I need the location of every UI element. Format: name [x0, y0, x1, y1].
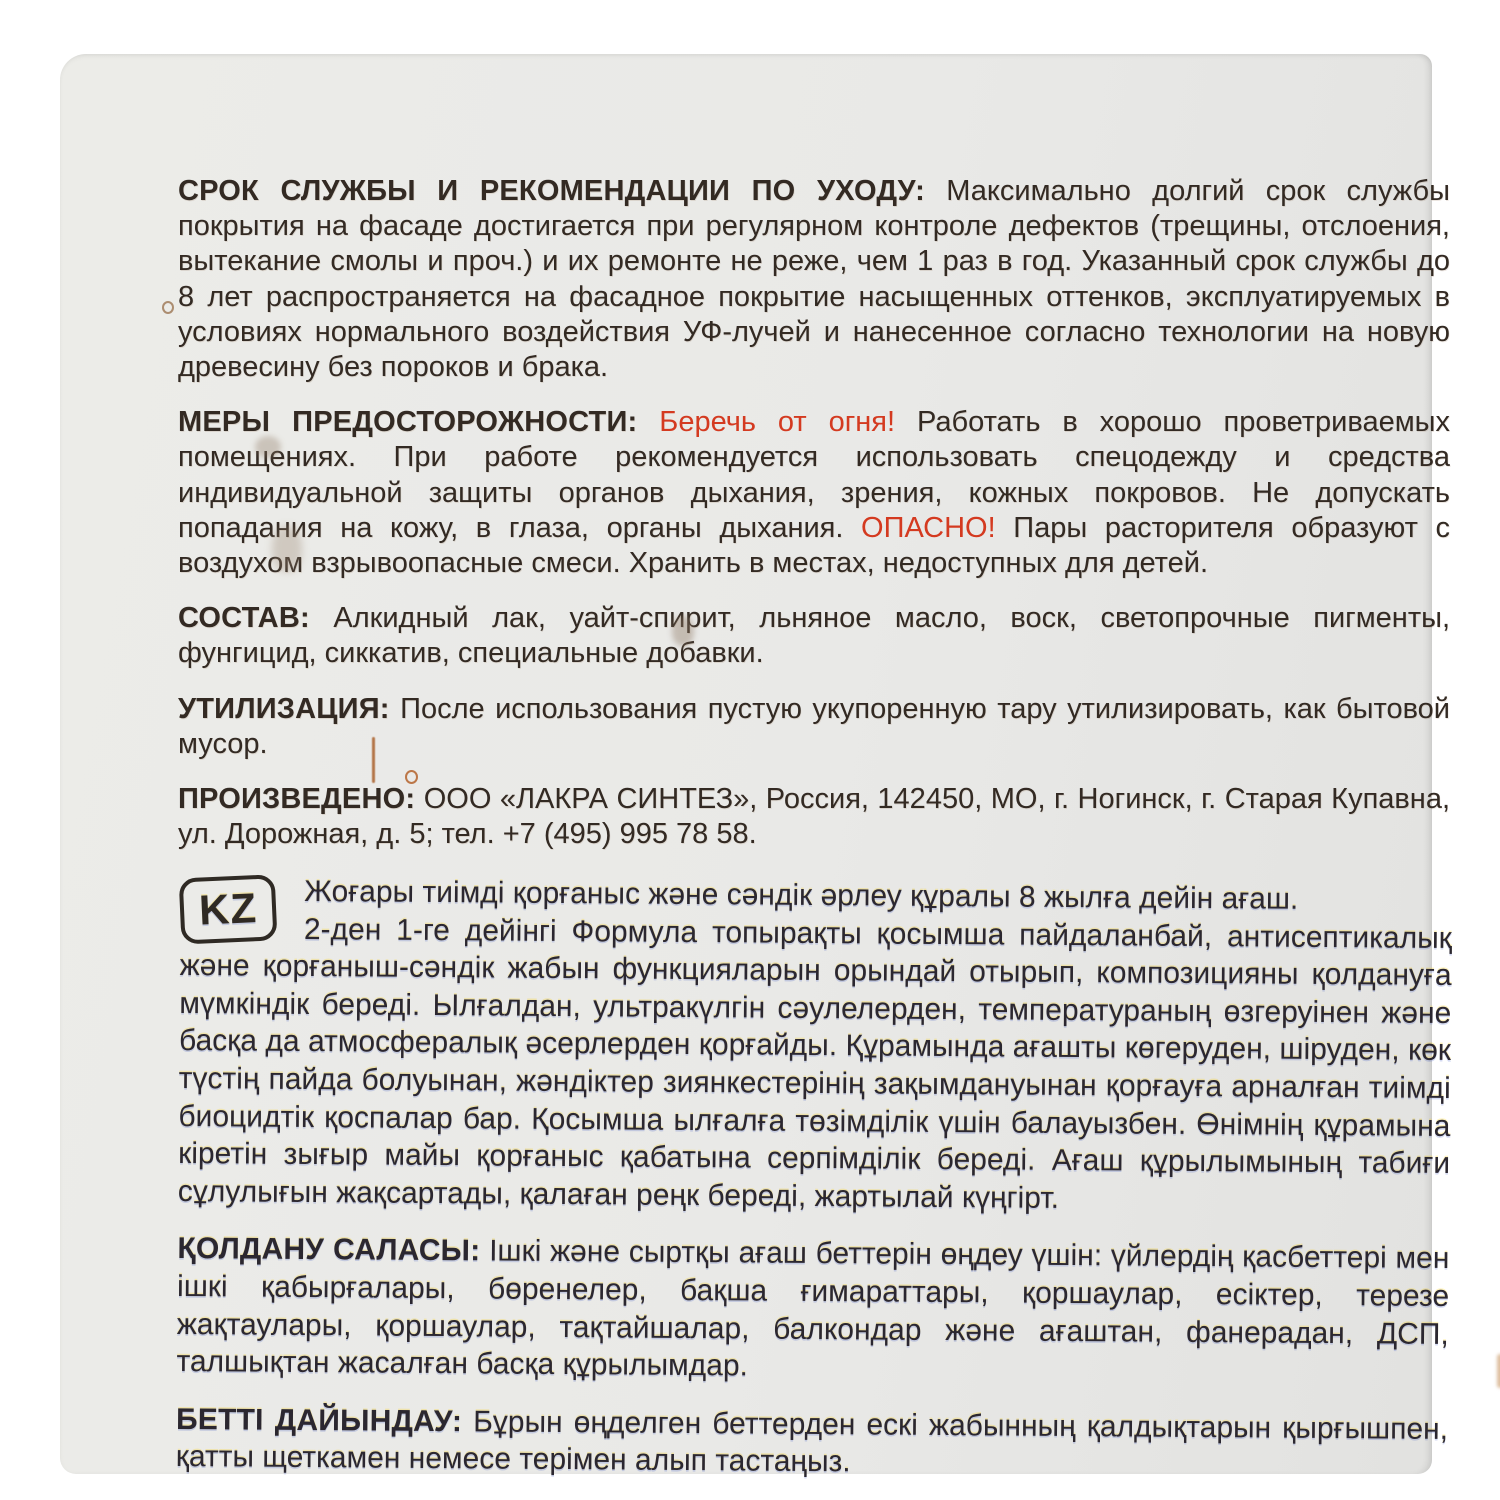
- section-service-life: [178, 174, 1450, 385]
- kz-intro-first-line: Жоғары тиімді қорғаныс және сәндік әрлеу құралы 8 жылға дейін ағаш.: [304, 875, 1299, 917]
- stain-small-ring: [162, 301, 174, 314]
- composition-body: Алкидный лак, уайт-спирит, льняное масло, воск, светопрочные пигменты, фунгицид, сиккатив, специальные добавки.: [178, 602, 1450, 670]
- service-life-body: Максимально долгий срок службы покрытия на фасаде достигается при регулярном контроле дефектов (трещины, отслоения, вытекание смолы и проч.) и их ремонте не реже, чем 1 раз в год. Указанный срок службы до 8 лет распространяется на фасадное покрытие насыщенных оттенков, эксплуатируемых в условиях нормального воздействия УФ-лучей и нанесенное согласно технологии на новую древесину без пороков и брака.: [178, 175, 1450, 384]
- section-application-area: [176, 1231, 1449, 1391]
- section-disposal: [178, 692, 1450, 762]
- russian-text-block: [178, 174, 1450, 852]
- kz-language-badge: KZ: [179, 875, 278, 945]
- label-text-content: [175, 174, 1453, 1496]
- disposal-body: После использования пустую укупоренную тару утилизировать, как бытовой мусор.: [178, 692, 1450, 760]
- section-composition: [178, 601, 1450, 671]
- service-life-heading: СРОК СЛУЖБЫ И РЕКОМЕНДАЦИИ ПО УХОДУ:: [178, 175, 925, 207]
- application-area-body: Ішкі және сыртқы ағаш беттерін өңдеу үшін: үйлердің қасбеттері мен ішкі қабырғалары, бөренелер, бақша ғимараттары, қоршаулар, есіктер, терезе жақтаулары, қоршаулар, тақтайшалар, балкондар және ағаштан, фанерадан, ДСП, талшықтан жасалған басқа құрылымдар.: [176, 1235, 1450, 1384]
- kazakh-text-block: [176, 872, 1453, 1486]
- section-precautions: [178, 405, 1450, 581]
- disposal-heading: УТИЛИЗАЦИЯ:: [178, 692, 390, 725]
- surface-preparation-body: Бұрын өңделген беттерден ескі жабынның қалдықтарын қырғышпен, қатты щеткамен немесе терімен алып тастаңыз.: [175, 1405, 1449, 1480]
- precautions-heading: МЕРЫ ПРЕДОСТОРОЖНОСТИ:: [178, 406, 638, 439]
- surface-preparation-heading: БЕТТІ ДАЙЫНДАУ:: [175, 1403, 463, 1439]
- product-label: [60, 54, 1453, 1480]
- producer-heading: ПРОИЗВЕДЕНО:: [178, 783, 416, 816]
- composition-heading: СОСТАВ:: [178, 602, 310, 635]
- precautions-body-1: Работать в хорошо проветриваемых помещениях. При работе рекомендуется использовать спецодежду и средства индивидуальной защиты органов дыхания, зрения, кожных покровов. Не допускать попадания на кожу, в глаза, органы дыхания.: [178, 406, 1450, 544]
- precautions-body-2: Пары расторителя образуют с воздухом взрывоопасные смеси. Хранить в местах, недоступных для детей.: [178, 511, 1451, 580]
- kz-intro-body: 2-ден 1-ге дейінгі Формула топырақты қосымша пайдаланбай, антисептикалық және қорғаныш-сәндік жабын функцияларын орындай отырып, композицияны қолдануға мүмкіндік береді. Ылғалдан, ультракүлгін сәулелерден, температураның өзгеруінен және басқа да атмосфералық әсерлерден қорғайды. Құрамында ағашты көгеруден, шіруден, көк түстің пайда болуынан, жәндіктер зиянкестерінің зақымдануынан қорғауға арналған тиімді биоцидтік қоспалар бар. Қосымша ылғалға төзімділік үшін балауызбен. Өнімнің құрамына кіретін зығыр майы қорғаныс қабатына серпімділік береді. Ағаш құрылымының табиғи сұлулығын жақсартады, қалаған реңк береді, жартылай күңгірт.: [177, 913, 1453, 1216]
- danger-warning-text: ОПАСНО!: [861, 511, 996, 544]
- fire-warning-text: Беречь от огня!: [659, 406, 896, 439]
- section-surface-preparation: [176, 1401, 1449, 1486]
- section-kz-intro: [178, 872, 1453, 1220]
- producer-body: ООО «ЛАКРА СИНТЕЗ», Россия, 142450, МО, г. Ногинск, г. Старая Купавна, ул. Дорожная, д. 5; тел. +7 (495) 995 78 58.: [178, 783, 1451, 851]
- application-area-heading: ҚОЛДАНУ САЛАСЫ:: [177, 1232, 481, 1269]
- section-producer: [178, 782, 1450, 852]
